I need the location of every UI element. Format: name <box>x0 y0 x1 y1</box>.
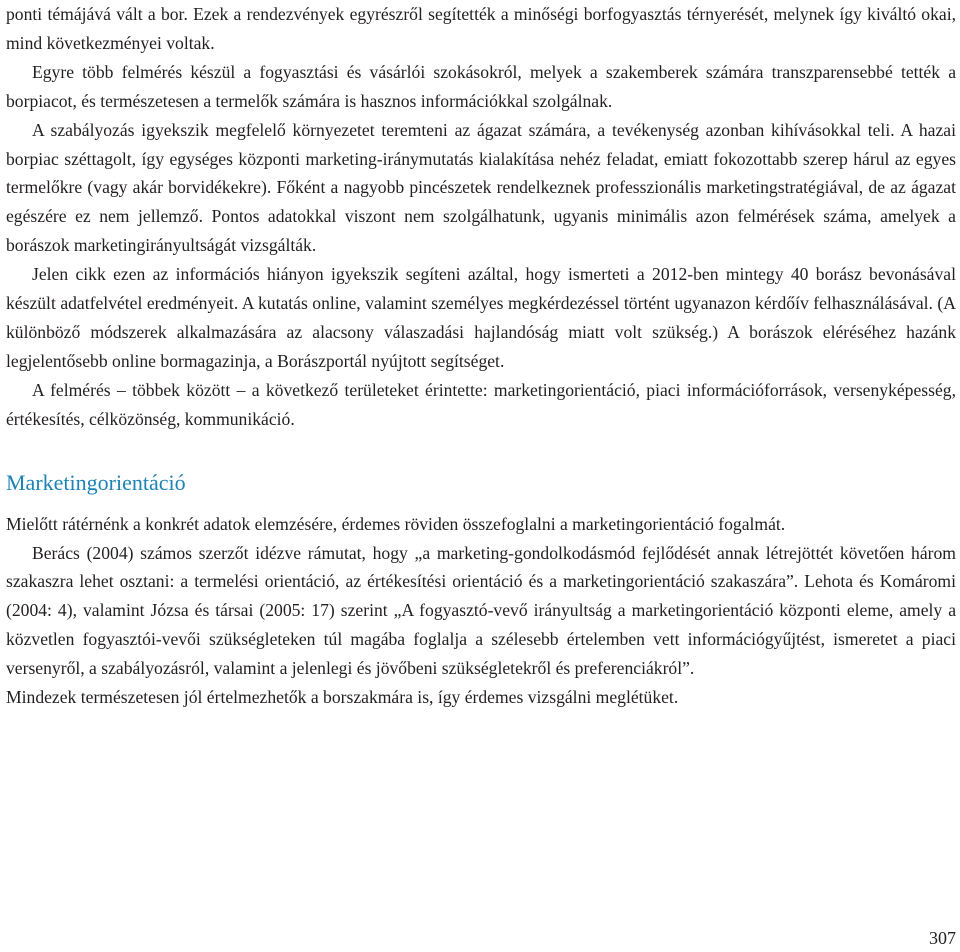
paragraph-surveys: Egyre több felmérés készül a fogyasztási és vásárlói szokásokról, melyek a szakemberek számára transzparensebbé tették a borpiacot, és természetesen a termelők számára is hasznos információkkal szolgálnak. <box>6 61 956 111</box>
section-heading: Marketingorientáció <box>6 469 186 495</box>
paragraph-continuation: ponti témájává vált a bor. Ezek a rendezvények egyrészről segítették a minőségi borfogyasztás térnyerését, melynek így kiváltó okai, mind következményei voltak. <box>6 4 956 53</box>
paragraph-regulation: A szabályozás igyekszik megfelelő környezetet teremteni az ágazat számára, a tevékenység azonban kihívásokkal teli. A hazai borpiac széttagolt, így egységes központi marketing-iránymutatás kialakítása nehéz feladat, emiatt fokozottabb szerep hárul az egyes termelőkre (vagy akár borvidékekre). Főként a nagyobb pincészetek rendelkeznek professzionális marketingstratégiával, de az ágazat egészére ez nem jellemző. Pontos adatokkal viszont nem szolgálhatunk, ugyanis minimális azon felmérések száma, amelyek a borászok marketingirányultságát vizsgálták. <box>6 119 956 256</box>
document-page <box>6 0 956 712</box>
paragraph-conclusion: Mindezek természetesen jól értelmezhetők a borszakmára is, így érdemes vizsgálni meglétüket. <box>6 687 679 708</box>
page-number: 307 <box>929 928 956 948</box>
paragraph-article-purpose: Jelen cikk ezen az információs hiányon igyekszik segíteni azáltal, hogy ismerteti a 2012-ben mintegy 40 borász bevonásával készült adatfelvétel eredményeit. A kutatás online, valamint személyes megkérdezéssel történt ugyanazon kérdőív felhasználásával. (A különböző módszerek alkalmazására az alacsony válaszadási hajlandóság miatt volt szükség.) A borászok eléréséhez hazánk legjelentősebb online bormagazinja, a Borászportál nyújtott segítséget. <box>6 264 956 371</box>
paragraph-survey-topics: A felmérés – többek között – a következő területeket érintette: marketingorientáció, piaci információforrások, versenyképesség, értékesítés, célközönség, kommunikáció. <box>6 379 956 429</box>
paragraph-beracs: Berács (2004) számos szerzőt idézve rámutat, hogy „a marketing-gondolkodásmód fejlődését annak létrejöttét követően három szakaszra lehet osztani: a termelési orientáció, az értékesítési orientáció és a marketingorientáció szakaszára”. Lehota és Komáromi (2004: 4), valamint Józsa és társai (2005: 17) szerint „A fogyasztó-vevő irányultság a marketingorientáció központi eleme, amely a közvetlen fogyasztói-vevői szükségleteken túl magába foglalja a szélesebb értelemben vett információgyűjtést, ismeretet a piaci versenyről, a szabályozásról, valamint a jelenlegi és jövőbeni szükségletekről és preferenciákról”. <box>6 542 956 679</box>
paragraph-intro: Mielőtt rátérnénk a konkrét adatok elemzésére, érdemes röviden összefoglalni a marketingorientáció fogalmát. <box>6 513 786 534</box>
